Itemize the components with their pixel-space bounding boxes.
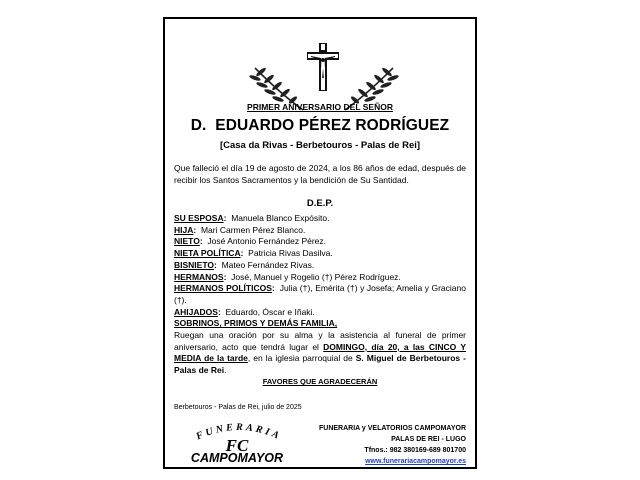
- family-role: HERMANOS: [174, 271, 224, 282]
- family-entry: AHIJADOS: Eduardo, Óscar e Iñaki.: [174, 306, 315, 317]
- funeral-time: DOMINGO, día 20, a las CINCO Y MEDIA de la tarde: [174, 341, 466, 364]
- funeral-request: Ruegan una oración por su alma y la asistencia al funeral de primer aniversario, acto que tendrá lugar el DOMINGO, día 20, a las CINCO Y MEDIA de la tarde, en la iglesia parroquial de S. Miguel de Berbetouros - Palas de Rei.: [174, 330, 466, 376]
- family-role: SU ESPOSA: [174, 213, 224, 223]
- family-entry: SU ESPOSA: Manuela Blanco Expósito.: [174, 213, 330, 223]
- church-name: S. Miguel de Berbetouros - Palas de Rei: [174, 353, 466, 376]
- anniversary-heading: PRIMER ANIVERSARIO DEL SEÑOR: [247, 102, 393, 112]
- logo-brand: CAMPOMAYOR: [190, 451, 284, 463]
- dep-heading: D.E.P.: [306, 198, 334, 209]
- family-role: HIJA: [174, 224, 194, 235]
- family-role: BISNIETO: [174, 259, 214, 270]
- website-link[interactable]: www.funerariacampomayor.es: [365, 458, 466, 465]
- favors-line: FAVORES QUE AGRADECERÁN: [262, 377, 378, 386]
- intro-paragraph: Que falleció el día 19 de agosto de 2024, a los 86 años de edad, después de recibir los Santos Sacramentos y la bendición de Su Santidad.: [174, 163, 466, 185]
- relatives-line: SOBRINOS, PRIMOS Y DEMÁS FAMILIA,: [174, 318, 338, 329]
- family-names: Eduardo, Óscar e Iñaki.: [225, 306, 315, 317]
- family-entry: HIJA: Mari Carmen Pérez Blanco.: [174, 224, 306, 235]
- family-names: Mateo Fernández Rivas.: [221, 259, 315, 270]
- crucifix-icon: [305, 42, 341, 92]
- family-names: José, Manuel y Rogelio (†) Pérez Rodríguez.: [231, 271, 401, 282]
- family-role: HERMANOS POLÍTICOS: [174, 283, 272, 294]
- family-names: Julia (†), Emérita (†) y Josefa; Amelia y Graciano (†).: [174, 283, 466, 305]
- family-entry: HERMANOS POLÍTICOS: Julia (†), Emérita (†) y Josefa; Amelia y Graciano (†).: [174, 283, 466, 305]
- company-phones: Tfnos.: 982 380169-689 801700: [364, 447, 466, 454]
- company-name: FUNERARIA y VELATORIOS CAMPOMAYOR: [318, 425, 466, 432]
- family-names: Patricia Rivas Dasilva.: [248, 248, 333, 259]
- company-town: PALAS DE REI - LUGO: [391, 436, 466, 443]
- family-list: [174, 213, 466, 377]
- logo-arc-text: FUNERARIA: [194, 421, 284, 443]
- family-role: NIETO: [174, 236, 200, 247]
- obituary-card: [163, 17, 477, 469]
- family-names: Manuela Blanco Expósito.: [231, 213, 330, 223]
- family-entry: NIETO: José Antonio Fernández Pérez.: [174, 236, 327, 247]
- family-names: Mari Carmen Pérez Blanco.: [200, 224, 306, 235]
- family-role: NIETA POLÍTICA: [174, 248, 241, 259]
- family-entry: HERMANOS: José, Manuel y Rogelio (†) Pérez Rodríguez.: [174, 271, 401, 282]
- house-location: [Casa da Rivas - Berbetouros - Palas de Rei]: [219, 140, 421, 151]
- contact-block: [319, 423, 466, 467]
- family-role: AHIJADOS: [174, 306, 218, 317]
- deceased-name: D. EDUARDO PÉREZ RODRÍGUEZ: [190, 117, 450, 134]
- family-entry: BISNIETO: Mateo Fernández Rivas.: [174, 259, 315, 270]
- family-names: José Antonio Fernández Pérez.: [207, 236, 327, 247]
- place-date: Berbetouros - Palas de Rei, julio de 2025: [174, 404, 302, 411]
- funeraria-logo-icon: [173, 417, 303, 463]
- logo-monogram: FC: [225, 436, 249, 455]
- family-entry: NIETA POLÍTICA: Patricia Rivas Dasilva.: [174, 248, 333, 259]
